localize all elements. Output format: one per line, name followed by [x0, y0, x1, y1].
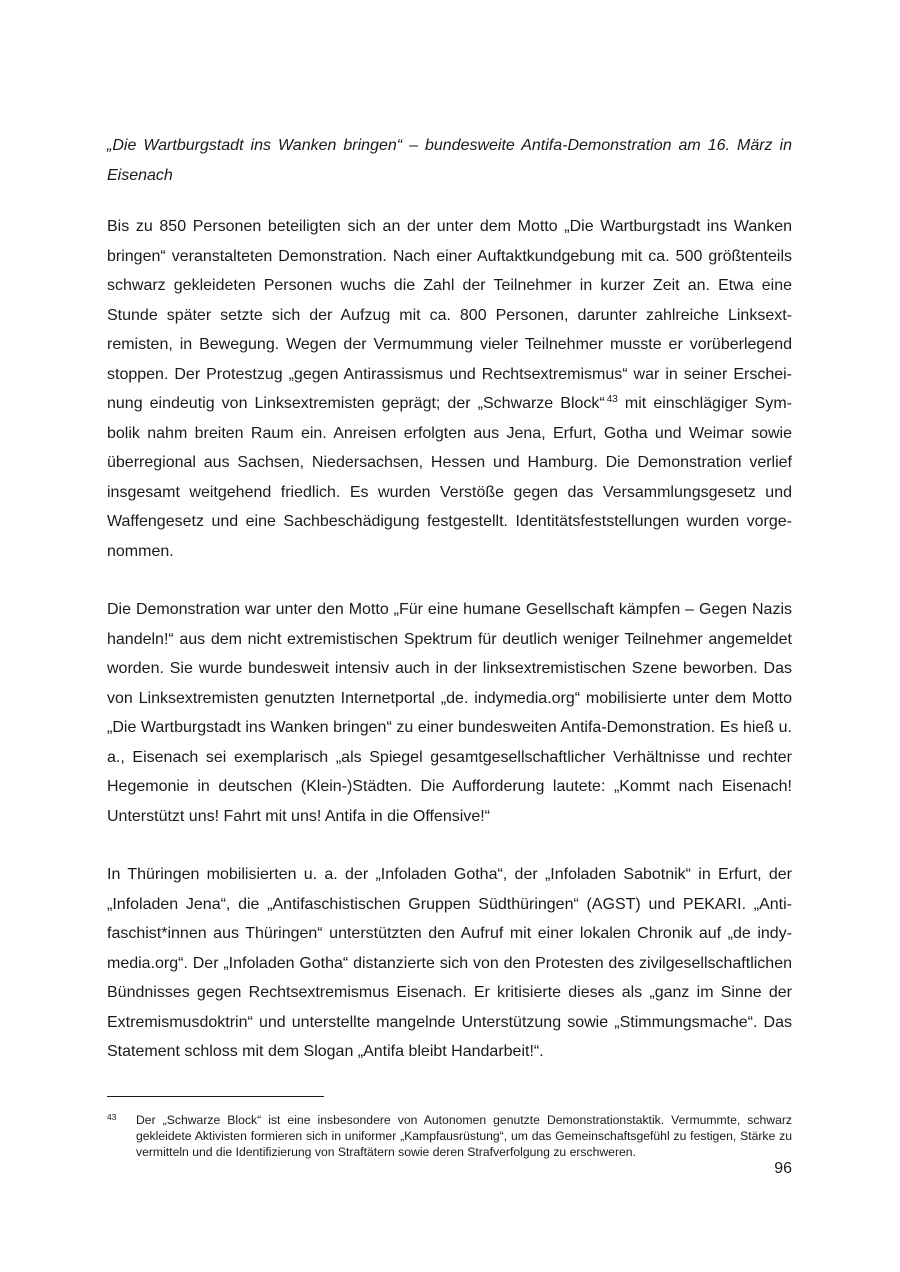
- section-heading: „Die Wartburgstadt ins Wanken bringen“ – bundesweite Antifa-Demonstration am 16. März in Eisenach: [107, 137, 792, 184]
- footnote-separator: [107, 1096, 324, 1097]
- footnote-reference[interactable]: 43: [606, 393, 618, 405]
- paragraph-3: In Thüringen mobilisierten u. a. der „Infoladen Gotha“, der „Infoladen Sabotnik“ in Erfurt, der „Infoladen Jena“, die „Antifaschistischen Gruppen Südthüringen“ (AGST) und PEKARI. „Antifaschist*innen aus Thüringen“ unterstützten den Aufruf mit einer lokalen Chronik auf „de indymedia.org“. Der „Infoladen Gotha“ distanzierte sich von den Protesten des zivilgesellschaftlichen Bündnisses gegen Rechtsextremismus Eisenach. Er kritisierte dieses als „ganz im Sinne der Extremismusdoktrin“ und unterstellte mangelnde Unterstützung sowie „Stimmungsmache“. Das Statement schloss mit dem Slogan „Antifa bleibt Handarbeit!“.: [107, 866, 792, 1060]
- footnote: [107, 1112, 792, 1160]
- paragraph-1-text-a: Bis zu 850 Personen beteiligten sich an der unter dem Motto „Die Wartburgstadt ins Wanken bringen“ veranstalteten Demonstration. Nach einer Auftaktkundgebung mit ca. 500 größtenteils schwarz gekleideten Personen wuchs die Zahl der Teilnehmer in kurzer Zeit an. Etwa eine Stunde später setzte sich der Aufzug mit ca. 800 Personen, darunter zahlreiche Linksextremisten, in Bewegung. Wegen der Vermummung vieler Teilnehmer musste er vorüberlegend stoppen. Der Protestzug „gegen Antirassismus und Rechtsextremismus“ war in seiner Erscheinung eindeutig von Linksextremisten geprägt; der „Schwarze Block“: [107, 218, 792, 412]
- footnote-text: Der „Schwarze Block“ ist eine insbesondere von Autonomen genutzte Demonstrationstaktik. Vermummte, schwarz gekleidete Aktivisten formieren sich in uniformer „Kampfausrüstung“, um das Gemeinschaftsgefühl zu festigen, Stärke zu vermitteln und die Identifizierung von Straftätern sowie deren Strafverfolgung zu erschweren.: [136, 1113, 792, 1159]
- main-content: [107, 131, 792, 1096]
- page-number: 96: [774, 1160, 792, 1177]
- footnote-number: 43: [107, 1112, 117, 1122]
- paragraph-2: Die Demonstration war unter den Motto „Für eine humane Gesellschaft kämpfen – Gegen Nazis handeln!“ aus dem nicht extremistischen Spektrum für deutlich weniger Teilnehmer angemeldet worden. Sie wurde bundesweit intensiv auch in der linksextremistischen Szene beworben. Das von Linksextremisten genutzten Internetportal „de. indymedia.org“ mobilisierte unter dem Motto „Die Wartburgstadt ins Wanken bringen“ zu einer bundesweiten Antifa-Demonstration. Es hieß u. a., Eisenach sei exemplarisch „als Spiegel gesamtgesellschaftlicher Verhältnisse und rechter Hegemonie in deutschen (Klein-)Städten. Die Aufforderung lautete: „Kommt nach Eisenach! Unterstützt uns! Fahrt mit uns! Antifa in die Offensive!“: [107, 601, 792, 825]
- paragraph-1: [107, 212, 792, 566]
- paragraph-1-text-b: mit einschlägiger Symbolik nahm breiten Raum ein. Anreisen erfolgten aus Jena, Erfurt, Gotha und Weimar sowie überregional aus Sachsen, Niedersachsen, Hessen und Hamburg. Die Demonstration verlief insgesamt weitgehend friedlich. Es wurden Verstöße gegen das Versammlungsgesetz und Waffengesetz und eine Sachbeschädigung festgestellt. Identitätsfeststellungen wurden vorgenommen.: [107, 395, 792, 560]
